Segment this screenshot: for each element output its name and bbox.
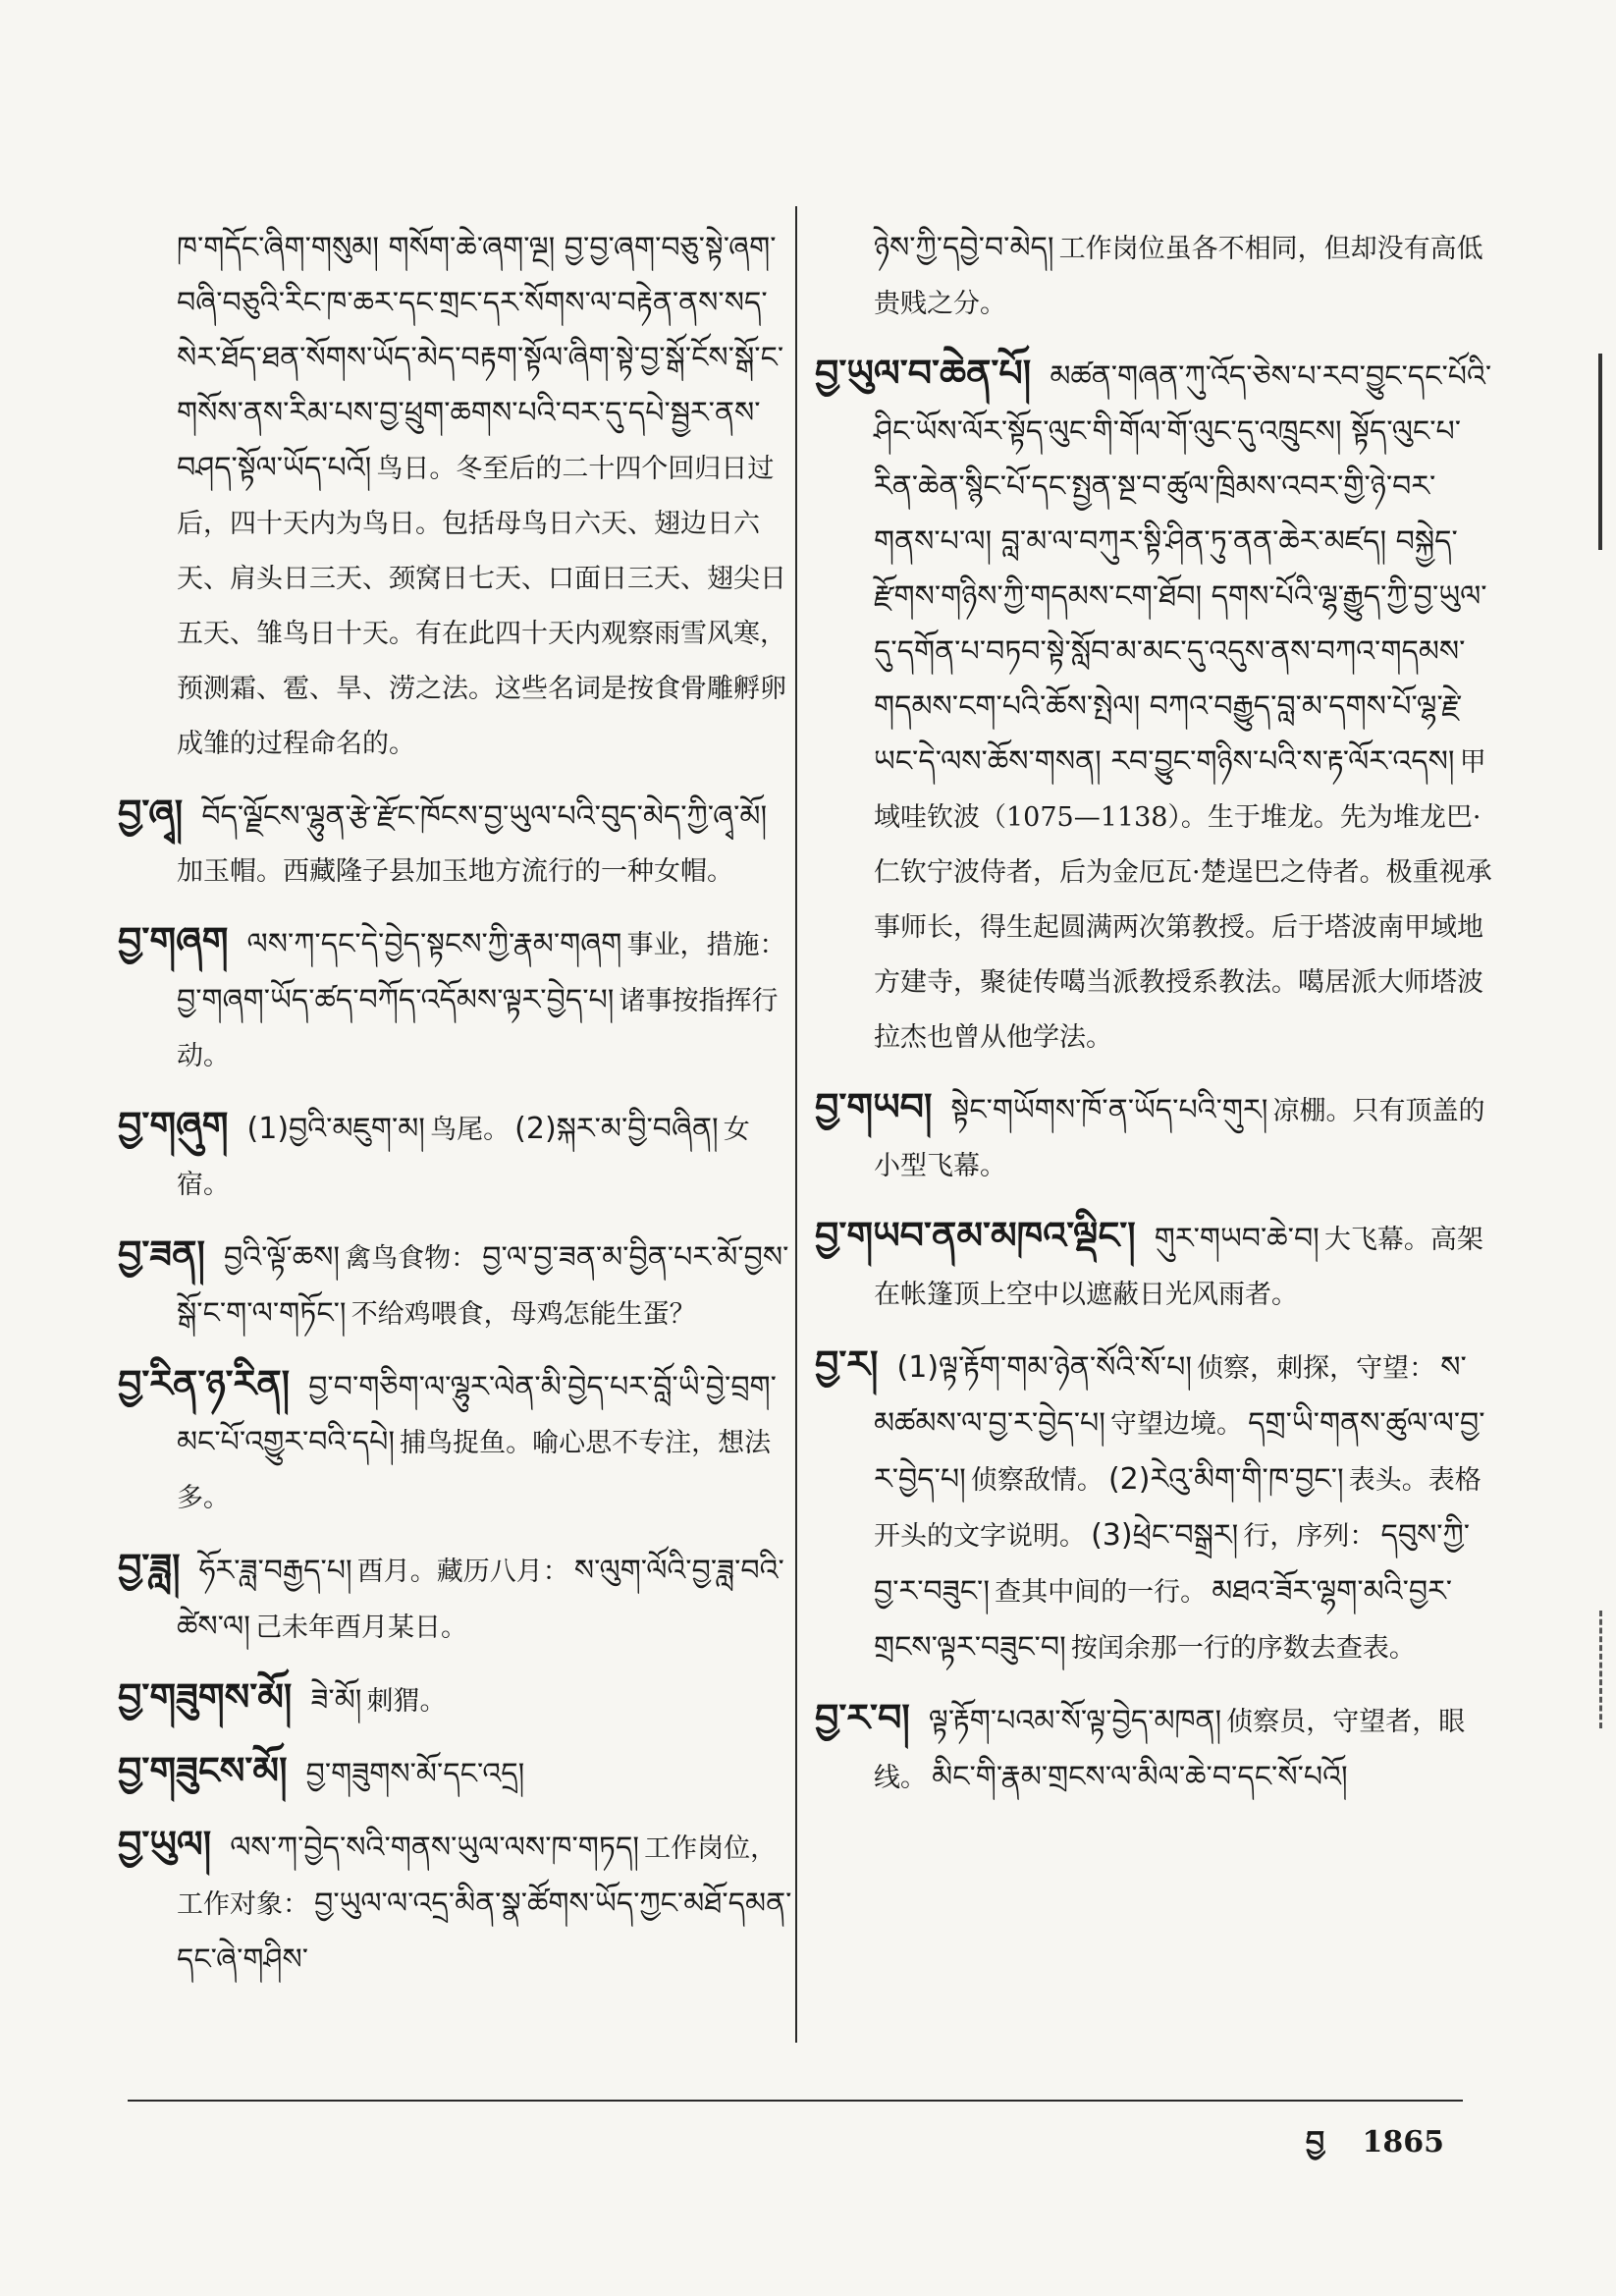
headword: བྱ་ཟླ། — [118, 1546, 181, 1589]
tibetan-sense-2: (2)སྐར་མ་བྱི་བཞིན། — [514, 1112, 719, 1146]
chinese-definition: 禽鸟食物： — [345, 1243, 478, 1274]
chinese-definition: 大飞幕。高架在帐篷顶上空中以遮蔽日光风雨者。 — [874, 1225, 1483, 1310]
chinese-definition: 捕鸟捉鱼。喻心思不专注，想法多。 — [177, 1428, 772, 1513]
page-footer — [1306, 2109, 1444, 2192]
headword: བྱ་གཡབ། — [815, 1085, 933, 1128]
tibetan-definition: ལས་ཀ་བྱེད་སའི་གནས་ཡུལ་ལས་ཁ་གཏད། — [230, 1831, 639, 1865]
tibetan-example: བྱ་ལ་བྱ་ཟན་མ་བྱིན་པར་མོ་བྱས་སྒོ་ང་ག་ལ་གཏོང་། — [177, 1240, 789, 1331]
chinese-definition: 鸟日。冬至后的二十四个回归日过后，四十天内为鸟日。包括母鸟日六天、翅边日六天、肩头日三天、颈窝日七天、口面日三天、翅尖日五天、雏鸟日十天。有在此四十天内观察雨雪风寒，预测霜、雹、旱、涝之法。这些名词是按食骨雕孵卵成雏的过程命名的。 — [177, 454, 786, 759]
headword: བྱ་ར་བ། — [815, 1696, 910, 1739]
chinese-definition: 事业，措施： — [626, 930, 786, 960]
tibetan-definition: བོད་ལྗོངས་ལྷུན་རྩེ་རྫོང་ཁོངས་བྱ་ཡུལ་པའི་བུད་མེད་ཀྱི་ཞྭ་མོ། — [201, 799, 768, 834]
dictionary-entry — [118, 1743, 795, 1803]
footer-rule — [128, 2100, 1463, 2102]
chinese-definition: 加玉帽。西藏隆子县加玉地方流行的一种女帽。 — [177, 856, 733, 887]
headword: བྱ་གཟུངས་མོ། — [118, 1749, 288, 1792]
chinese-definition: 工作岗位，工作对象： — [177, 1833, 778, 1920]
tibetan-example: མཐའ་ཟོར་ལྷག་མའི་བྱར་གྲངས་ལྟར་བཟུང་བ། — [874, 1574, 1453, 1665]
tibetan-note: མིང་གི་རྣམ་གྲངས་ལ་མིལ་ཆེ་བ་དང་སོ་པའོ། — [932, 1760, 1348, 1794]
tibetan-definition: བྱ་གཟུགས་མོ་དང་འདྲ། — [305, 1757, 525, 1791]
chinese-definition: 酉月。藏历八月： — [356, 1557, 569, 1587]
tibetan-definition: (1)བྱའི་མཇུག་མ། — [246, 1112, 425, 1146]
tibetan-example: དགྲ་ཡི་གནས་ཚུལ་ལ་བྱ་ར་བྱེད་པ། — [874, 1406, 1485, 1497]
chinese-example: 不给鸡喂食，母鸡怎能生蛋？ — [350, 1299, 696, 1330]
dictionary-entry — [118, 1227, 795, 1342]
dictionary-entry — [815, 1208, 1492, 1323]
headword: བྱ་གཞག — [118, 919, 229, 962]
tibetan-definition: མཚན་གཞན་ཀུ་འོད་ཅེས་པ་རབ་བྱུང་དང་པོའི་ཤིང་ཡོས་ལོར་སྟོད་ལུང་གི་གོལ་གོ་ལུང་དུ་འཁྲུངས། སྟོད་ལུང་པ་རིན་ཆེན་སྙིང་པོ་དང་སྤྱན་སྔ་བ་ཚུལ་ཁྲིམས་འབར་གྱི་ཉེ་བར་གནས་པ་ལ། བླ་མ་ལ་བཀུར་སྟི་ཤིན་ཏུ་ནན་ཆེར་མཛད། བསྐྱེད་རྫོགས་གཉིས་ཀྱི་གདམས་ངག་ཐོབ། དགས་པོའི་ལྷ་རྒྱུད་ཀྱི་བྱ་ཡུལ་དུ་དགོན་པ་བཏབ་སྟེ་སློབ་མ་མང་དུ་འདུས་ནས་བཀའ་གདམས་གདམས་ངག་པའི་ཆོས་སྤེལ། བཀའ་བརྒྱུད་བླ་མ་དགས་པོ་ལྷ་རྗེ་ཡང་དེ་ལས་ཆོས་གསན། རབ་བྱུང་གཉིས་པའི་ས་རྟ་ལོར་འདས། — [874, 359, 1492, 779]
tibetan-example: དབུས་ཀྱི་བྱ་ར་བཟུང་། — [874, 1518, 1471, 1609]
section-letter: བྱ — [1305, 2125, 1325, 2159]
chinese-definition: 甲域哇钦波（1075—1138）。生于堆龙。先为堆龙巴·仁钦宁波侍者，后为金厄瓦·楚逞巴之侍者。极重视承事师长，得生起圆满两次第教授。后于塔波南甲域地方建寺，聚徒传噶当派教授系教法。噶居派大师塔波拉杰也曾从他学法。 — [874, 747, 1492, 1053]
tibetan-definition: ཁ་གདོང་ཞིག་གསུམ། གསོག་ཆེ་ཞག་ལྔ། བྱ་བྱ་ཞག་བཅུ་སྟེ་ཞག་བཞི་བཅུའི་རིང་ཁ་ཆར་དང་གྲང་དར་སོགས་ལ་བརྟེན་ནས་སད་སེར་ཐོད་ཐན་སོགས་ཡོད་མེད་བརྟག་སྟོལ་ཞིག་སྟེ་བྱ་སྒོ་ངོས་སྒོ་ང་གསོས་ནས་རིམ་པས་བྱ་ཕྲུག་ཆགས་པའི་བར་དུ་དཔེ་སྦྱར་ནས་བཤད་སྟོལ་ཡོད་པའོ། — [177, 231, 784, 485]
chinese-example: 诸事按指挥行动。 — [177, 986, 779, 1071]
tibetan-definition: སྟེང་གཡོགས་ཁོ་ན་ཡོད་པའི་གུར། — [950, 1093, 1268, 1127]
headword: བྱ་རིན་ཉ་རིན། — [118, 1362, 291, 1405]
left-column — [118, 221, 795, 2001]
chinese-sense-2: 女宿。 — [177, 1115, 750, 1200]
headword: བྱ་ར། — [815, 1342, 879, 1386]
headword: བྱ་གཟུགས་མོ། — [118, 1675, 293, 1719]
chinese-sense-3: 行，序列： — [1243, 1521, 1376, 1552]
tibetan-sense-2: (2)རེའུ་མིག་གི་ཁ་བྱང་། — [1107, 1462, 1344, 1497]
chinese-example: 己未年酉月某日。 — [254, 1613, 467, 1643]
dictionary-entry — [118, 221, 795, 772]
dictionary-entry — [815, 1079, 1492, 1194]
headword: བྱ་ཡུལ། — [118, 1823, 212, 1866]
tibetan-example: ས་ལུག་ལོའི་བྱ་ཟླ་བའི་ཚེས་ལ། — [177, 1554, 784, 1644]
scan-edge-mark — [1581, 354, 1602, 550]
tibetan-definition: (1)ལྟ་རྟོག་གམ་ཉེན་སོའི་སོ་པ། — [896, 1350, 1193, 1385]
tibetan-definition: བྱ་བ་གཅིག་ལ་ལྷུར་ལེན་མི་བྱེད་པར་བློ་ཡི་བྱེ་བྲག་མང་པོ་འགྱུར་བའི་དཔེ། — [177, 1370, 777, 1459]
chinese-definition: 凉棚。只有顶盖的小型飞幕。 — [874, 1096, 1485, 1181]
dictionary-entry — [815, 221, 1492, 332]
dictionary-entry — [118, 1540, 795, 1656]
tibetan-definition: གུར་གཡབ་ཆེ་བ། — [1154, 1222, 1320, 1256]
headword: བྱ་གཞུག — [118, 1104, 229, 1147]
tibetan-definition: ཉེས་ཀྱི་དབྱེ་བ་མེད། — [874, 231, 1054, 265]
tibetan-example: བྱ་གཞག་ཡོད་ཚད་བཀོད་འདོམས་ལྟར་བྱེད་པ། — [177, 983, 615, 1017]
chinese-definition: 侦察，刺探，守望： — [1197, 1353, 1436, 1384]
page-number: 1865 — [1362, 2125, 1444, 2159]
tibetan-definition: ལས་ཀ་དང་དེ་བྱེད་སྟངས་ཀྱི་རྣམ་གཞག — [246, 927, 622, 961]
tibetan-example: བྱ་ཡུལ་ལ་འདྲ་མིན་སྣ་ཚོགས་ཡོད་ཀྱང་མཐོ་དམན་དང་ཞེ་གཤིས་ — [177, 1886, 792, 1977]
dictionary-entry — [815, 1690, 1492, 1806]
dictionary-entry — [118, 786, 795, 900]
tibetan-definition: ཧོར་ཟླ་བརྒྱད་པ། — [198, 1554, 352, 1588]
chinese-example: 按闰余那一行的序数去查表。 — [1070, 1633, 1416, 1664]
dictionary-entry — [815, 1337, 1492, 1676]
headword: བྱ་གཡབ་ནམ་མཁའ་ལྡིང་། — [815, 1214, 1136, 1257]
tibetan-sense-3: (3)ཕྲེང་བསྒྲར། — [1091, 1518, 1239, 1553]
dictionary-entry — [118, 1356, 795, 1526]
headword: བྱ་ཞྭ། — [118, 792, 184, 835]
right-column — [815, 221, 1492, 1820]
column-divider — [795, 206, 797, 2043]
tibetan-definition: ལྟ་རྟོག་པའམ་སོ་ལྟ་བྱེད་མཁན། — [928, 1704, 1222, 1738]
dictionary-entry — [118, 1098, 795, 1213]
headword: བྱ་ཟན། — [118, 1232, 205, 1276]
tibetan-definition: ཟེ་མོ། — [310, 1683, 362, 1718]
headword: བྱ་ཡུལ་བ་ཆེན་པོ། — [815, 352, 1032, 395]
dictionary-entry — [118, 1817, 795, 1988]
chinese-definition: 刺猬。 — [366, 1686, 447, 1717]
chinese-example: 侦察敌情。 — [970, 1465, 1104, 1496]
scan-edge-mark — [1582, 1611, 1602, 1728]
chinese-sense-2: 表头。表格开头的文字说明。 — [874, 1465, 1481, 1552]
dictionary-entry — [815, 346, 1492, 1066]
chinese-example: 查其中间的一行。 — [995, 1577, 1208, 1608]
dictionary-entry — [118, 913, 795, 1084]
tibetan-definition: བྱའི་ལྟོ་ཆས། — [223, 1240, 341, 1275]
chinese-example: 守望边境。 — [1110, 1409, 1244, 1440]
dictionary-entry — [118, 1669, 795, 1729]
chinese-definition: 工作岗位虽各不相同，但却没有高低贵贱之分。 — [874, 234, 1483, 319]
tibetan-example: ས་མཚམས་ལ་བྱ་ར་བྱེད་པ། — [874, 1350, 1467, 1441]
chinese-definition: 侦察员，守望者，眼线。 — [874, 1707, 1466, 1793]
chinese-definition: 鸟尾。 — [430, 1115, 511, 1145]
